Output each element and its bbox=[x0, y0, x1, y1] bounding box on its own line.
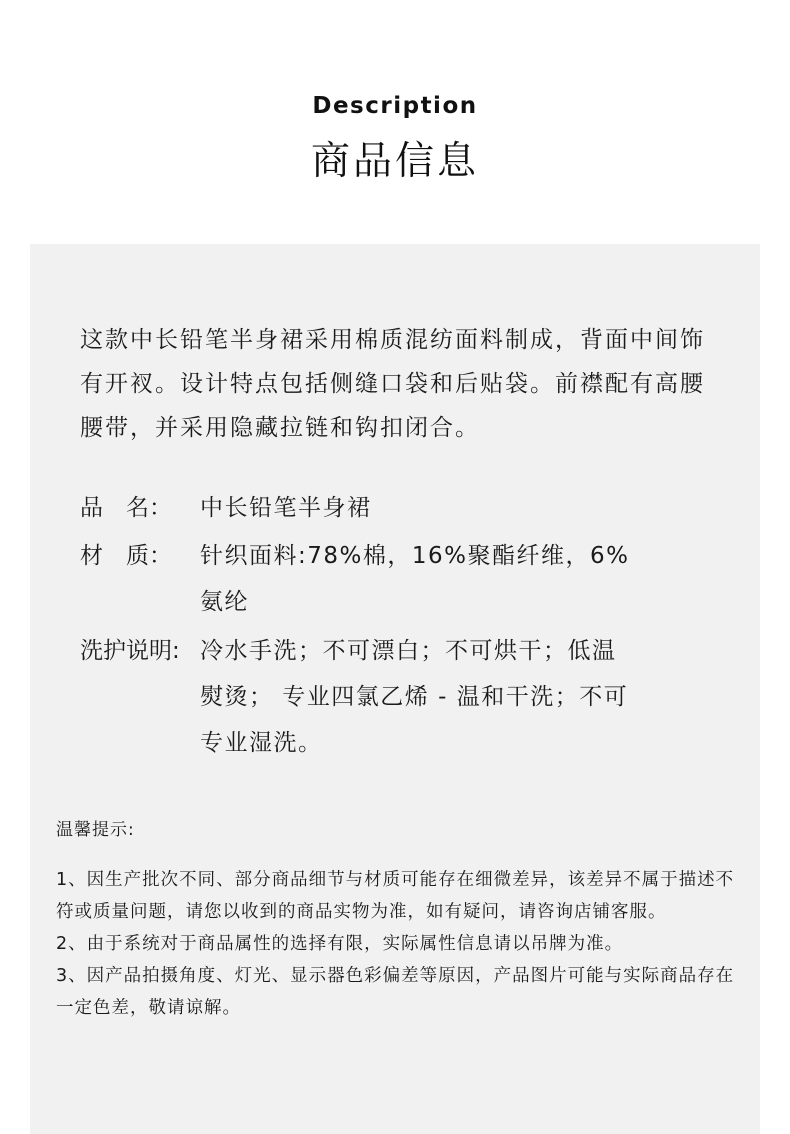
spec-care-label: 洗护说明: bbox=[80, 638, 180, 664]
tip-item: 3、因产品拍摄角度、灯光、显示器色彩偏差等原因，产品图片可能与实际商品存在一定色差，敬请谅解。 bbox=[56, 966, 735, 1018]
spec-material-value: 针织面料:78%棉，16%聚酯纤维，6%氨纶 bbox=[200, 543, 630, 615]
product-intro: 这款中长铅笔半身裙采用棉质混纺面料制成，背面中间饰有开衩。设计特点包括侧缝口袋和后贴袋。前襟配有高腰腰带，并采用隐藏拉链和钩扣闭合。 bbox=[80, 327, 705, 441]
tips-title: 温馨提示: bbox=[56, 820, 135, 840]
title-english: Description bbox=[312, 93, 478, 119]
spec-name-label: 品 名： bbox=[80, 495, 172, 521]
tips-list bbox=[56, 864, 736, 1024]
spec-name-value: 中长铅笔半身裙 bbox=[200, 495, 372, 521]
tip-item: 2、由于系统对于商品属性的选择有限，实际属性信息请以吊牌为准。 bbox=[56, 934, 624, 954]
tip-item: 1、因生产批次不同、部分商品细节与材质可能存在细微差异，该差异不属于描述不符或质量问题，请您以收到的商品实物为准，如有疑问，请咨询店铺客服。 bbox=[56, 870, 735, 922]
spec-material-label: 材 质： bbox=[80, 543, 172, 569]
page-header bbox=[0, 0, 790, 244]
title-chinese: 商品信息 bbox=[310, 139, 479, 184]
description-panel bbox=[30, 244, 760, 1134]
spec-care-value: 冷水手洗；不可漂白；不可烘干；低温熨烫； 专业四氯乙烯 - 温和干洗；不可专业湿洗。 bbox=[200, 638, 629, 756]
